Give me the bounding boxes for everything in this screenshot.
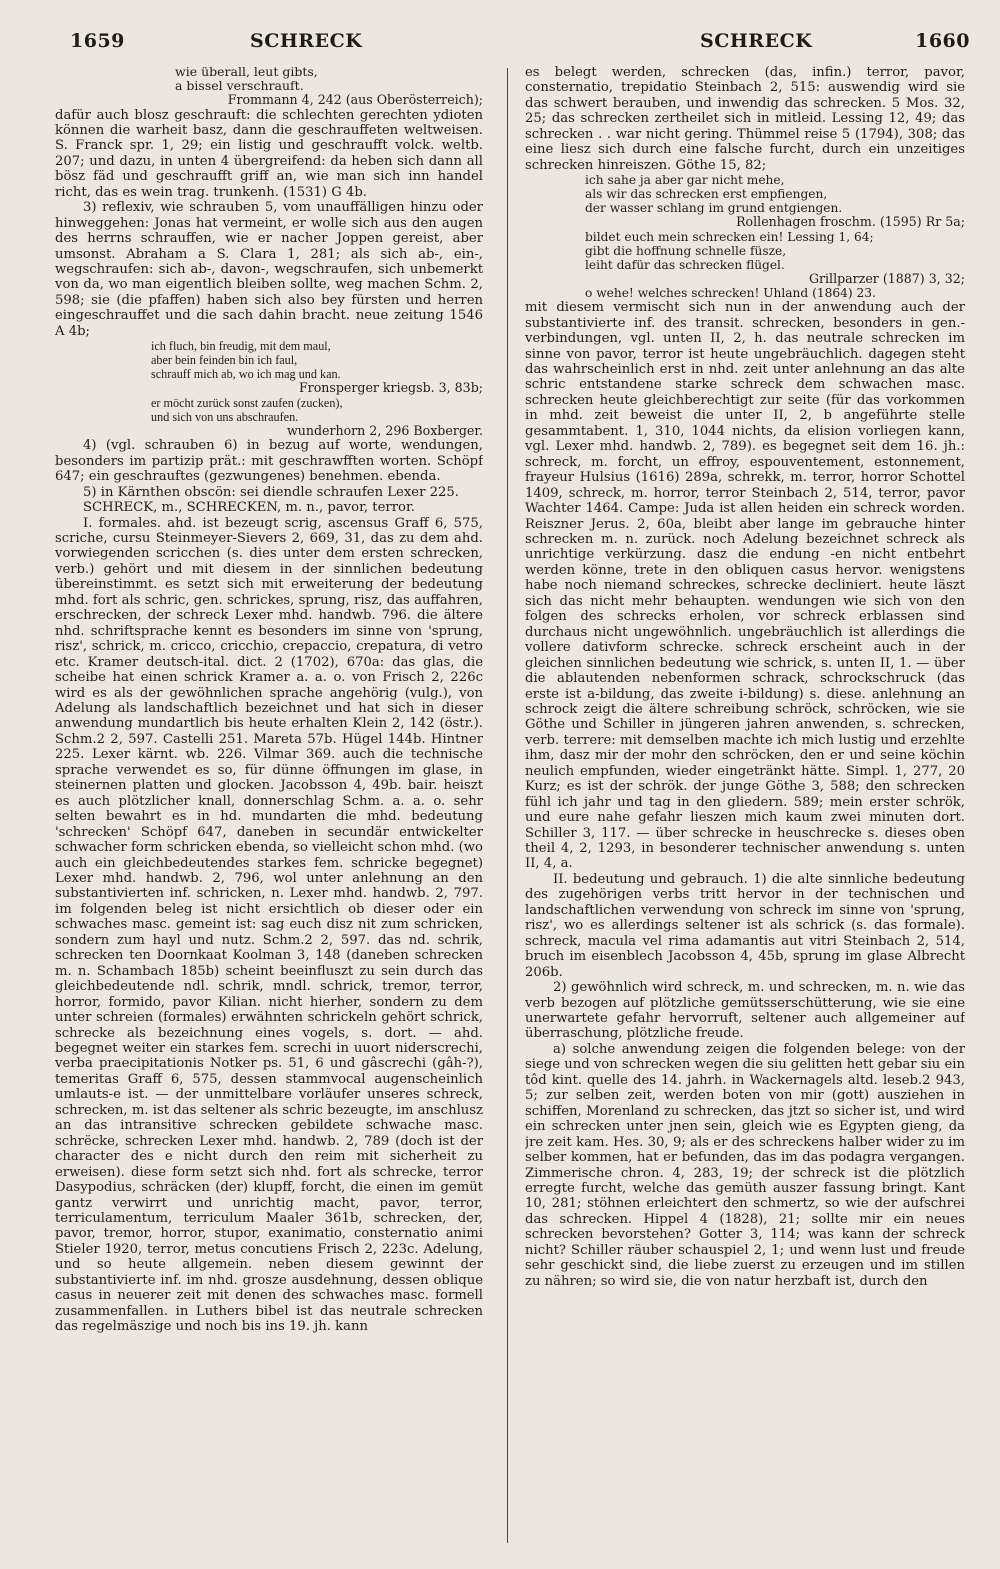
verse-quote-line: gibt die hoffnung schnelle füsze, bbox=[585, 243, 787, 258]
column-divider bbox=[507, 68, 508, 1543]
left-column bbox=[55, 65, 483, 1555]
right-page-number: 1660 bbox=[915, 30, 970, 52]
paragraph: a) solche anwendung zeigen die folgenden belege: von der siege und von schrecken wegen die siu gelitten hett gebar siu ein tôd kint. quelle des 14. jahrh. in Wackernagels altd. leseb.2 943, 5; zur selben zeit, werden boten von mir (gott) ausziehen in schiffen, Morenland zu schrecken, das jtzt so sicher ist, und wird ein schrecken unter jnen sein, gleich wie es Egypten gieng, da jre zeit kam. Hes. 30, 9; als er des schreckens halber wider zu im selber kommen, hat er befunden, das im das podagra vergangen. Zimmerische chron. 4, 283, 19; der schreck ist die plötzlich erregte furcht, welche das gemüth auszer fassung bringt. Kant 10, 281; stöhnen erleichtert den schmertz, so wie der aufschrei das schrecken. Hippel 4 (1828), 21; sollte mir ein neues schrecken bevorstehen? Gotter 3, 114; was kann der schreck nicht? Schiller räuber schauspiel 2, 1; und wenn lust und freude sehr geschickt sind, die liebe zuerst zu erzeugen und im stillen zu nähren; so wird sie, die von natur herzbaft ist, durch den bbox=[525, 1041, 965, 1289]
paragraph: 5) in Kärnthen obscön: sei diendle schraufen Lexer 225. bbox=[83, 484, 459, 500]
verse-quote-line: o wehe! welches schrecken! Uhland (1864) 23. bbox=[585, 286, 876, 301]
verse-quote-line: leiht dafür das schrecken flügel. bbox=[585, 257, 785, 272]
paragraph: mit diesem vermischt sich nun in der anwendung auch der substantivierte inf. des transit. schrecken, besonders in gen.-verbindungen, vgl. unten II, 2, h. das neutrale schrecken im sinne von pavor, terror ist heute ungebräuchlich. dagegen steht das wahrscheinlich erst in nhd. zeit unter anlehnung an das alte schric entstandene starke schreck dem schwachen masc. schrecken heute gleichberechtigt zur seite (für das vorkommen in mhd. zeit beweist die unter II, 2, b angeführte stelle gesammtabent. 1, 310, 1044 nichts, da elision vorliegen kann, vgl. Lexer mhd. handwb. 2, 789). es begegnet seit dem 16. jh.: schreck, m. forcht, un effroy, espouventement, estonnement, frayeur Hulsius (1616) 289a, schrekk, m. terror, horror Schottel 1409, schreck, m. horror, terror Steinbach 2, 514, terror, pavor Wachter 1464. Campe: Juda ist allen heiden ein schreck worden. Reiszner Jerus. 2, 60a, bleibt aber lange im gebrauche hinter schrecken m. n. zurück. noch Adelung bezeichnet schreck als unrichtige verkürzung. dasz die endung -en nicht entbehrt werden könne, trete in den obliquen casus hervor. wenigstens habe noch niemand schreckes, schrecke decliniert. heute läszt sich das nicht mehr behaupten. wendungen wie sich von den folgen des schrecks erholen, vor schreck erblassen sind durchaus nicht ungewöhnlich. ungebräuchlich ist allerdings die vollere dativform schrecke. schreck erscheint auch in der gleichen sinnlichen bedeutung wie schrick, s. unten II, 1. — über die ablautenden nebenformen schrack, schrockschruck (das erste ist a-bildung, das zweite i-bildung) s. diese. anlehnung an schrock zeigt die ältere schreibung schröck, schröcken, wie sie Göthe und Schiller in jüngeren jahren anwenden, s. schrecken, verb. terrere: mit demselben machte ich mich lustig und erzehlte ihm, dasz mir der mohr den schröcken, den er und seine köchin neulich empfunden, wieder eingetränkt hätte. Simpl. 1, 277, 20 Kurz; es ist der schrök. der junge Göthe 3, 588; den schrecken fühl ich jahr und tag in den gliedern. 589; mein erster schrök, und eure nahe gefahr lieszen mich kaum zwei minuten dort. Schiller 3, 117. — über schrecke in heuschrecke s. dieses oben theil 4, 2, 1293, in besonderer technischer anwendung s. unten II, 4, a. bbox=[525, 300, 965, 872]
left-running-headword: SCHRECK bbox=[250, 30, 363, 52]
page-header bbox=[0, 30, 1000, 58]
paragraph: dafür auch blosz geschrauft: die schlechten gerechten ydioten können die warheit basz, dann die geschrauffeten weltweisen. S. Franck spr. 1, 29; ein listig und geschraufft volck. weltb. 207; und dazu, in unten 4 übergreifend: da heben sich dann all bösz fäd und geschraufft griff an, wie man sich inn handel richt, das es wein trag. trunkenh. (1531) G 4b. bbox=[55, 107, 483, 200]
paragraph: II. bedeutung und gebrauch. 1) die alte sinnliche bedeutung des zugehörigen verbs tritt hervor in der technischen und landschaftlichen verwendung von schreck im sinne von 'sprung, risz', wo es allerdings seltener ist als schrick (s. das formale). schreck, macula vel rima adamantis aut vitri Steinbach 2, 514, bruch im eisenblech Jacobsson 4, 45b, sprung im glase Albrecht 206b. bbox=[525, 871, 965, 980]
verse-quote-line: und sich von uns abschraufen. bbox=[151, 409, 299, 424]
citation-source: Fronsperger kriegsb. 3, 83b; bbox=[298, 380, 483, 396]
paragraph: SCHRECK, m., SCHRECKEN, m. n., pavor, terror. bbox=[83, 500, 416, 516]
right-running-headword: SCHRECK bbox=[700, 30, 813, 52]
paragraph: es belegt werden, schrecken (das, infin.) terror, pavor, consternatio, trepidatio Steinbach 2, 515: auswendig wird sie das schwert berauben, und inwendig das schrecken. 5 Mos. 32, 25; das schrecken zertheilet sich in mitleid. Lessing 12, 49; das schrecken . . war nicht gering. Thümmel reise 5 (1794), 308; das eine liesz sich durch eine falsche furcht, durch ein unzeitiges schrecken hinreiszen. Göthe 15, 82; bbox=[525, 65, 965, 173]
verse-quote-line: wie überall, leut gibts, bbox=[175, 65, 318, 79]
citation-source: Rollenhagen froschm. (1595) Rr 5a; bbox=[736, 214, 965, 230]
right-column bbox=[525, 65, 965, 1555]
verse-quote-line: ich fluch, bin freudig, mit dem maul, bbox=[151, 339, 331, 354]
verse-quote-line: der wasser schlang im grund entgiengen. bbox=[585, 201, 843, 216]
paragraph: 2) gewöhnlich wird schreck, m. und schrecken, m. n. wie das verb bezogen auf plötzliche gemütsserschütterung, wie sie eine unerwartete gefahr hervorruft, seltener auch allgemeiner auf überraschung, plötzliche freude. bbox=[525, 980, 965, 1042]
verse-quote-line: als wir das schrecken erst empfiengen, bbox=[585, 187, 828, 202]
verse-quote-line: ich sahe ja aber gar nicht mehe, bbox=[585, 173, 785, 188]
paragraph: 4) (vgl. schrauben 6) in bezug auf worte, wendungen, besonders im partizip prät.: mit geschrawfften worten. Schöpf 647; ein geschrauftes (gezwungenes) benehmen. ebenda. bbox=[55, 438, 483, 485]
paragraph: 3) reflexiv, wie schrauben 5, vom unauffälligen hinzu oder hinweggehen: Jonas hat vermeint, er wolle sich aus den augen des herrns schrauffen, wie er nacher Joppen gereist, aber umsonst. Abraham a S. Clara 1, 281; als sich ab-, ein-, wegschraufen: sich ab-, davon-, wegschraufen, sich unbemerkt von da, wo man eigentlich bleiben sollte, weg machen Schm. 2, 598; sie (die pfaffen) haben sich also bey fürsten und herren eingeschrauffet und die sach dahin bracht. neue zeitung 1546 A 4b; bbox=[55, 200, 483, 339]
left-page-number: 1659 bbox=[70, 30, 125, 52]
citation-source: wunderhorn 2, 296 Boxberger. bbox=[286, 422, 483, 438]
verse-quote-line: bildet euch mein schrecken ein! Lessing 1, 64; bbox=[585, 229, 874, 244]
citation-source: Grillparzer (1887) 3, 32; bbox=[808, 270, 965, 286]
verse-quote-line: schrauff mich ab, wo ich mag und kan. bbox=[151, 367, 341, 382]
verse-quote-line: aber bein feinden bin ich faul, bbox=[151, 353, 298, 368]
verse-quote-line: er möcht zurück sonst zaufen (zucken), bbox=[151, 395, 343, 410]
citation-source: Frommann 4, 242 (aus Oberösterreich); bbox=[227, 92, 483, 107]
paragraph: I. formales. ahd. ist bezeugt scrig, ascensus Graff 6, 575, scriche, cursu Steinmeyer-Sievers 2, 669, 31, das zu dem ahd. vorwiegenden scricchen (s. dies unter dem ersten schrecken, verb.) gehört und mit diesem in der sinnlichen bedeutung übereinstimmt. es setzt sich mit erweiterung der bedeutung mhd. fort als schric, gen. schrickes, sprung, risz, das auffahren, erschrecken, der schreck Lexer mhd. handwb. 796. die ältere nhd. schriftsprache kennt es besonders im sinne von 'sprung, risz', schrick, m. cricco, cricchio, crepaccio, crepatura, di vetro etc. Kramer deutsch-ital. dict. 2 (1702), 670a: das glas, die scheibe hat einen schrick Kramer a. a. o. von Frisch 2, 226c wird es als der gewöhnlichen sprache angehörig (vulg.), von Adelung als landschaftlich bezeichnet und hat sich in dieser anwendung mundartlich bis heute erhalten Klein 2, 142 (östr.). Schm.2 2, 597. Castelli 251. Mareta 57b. Hügel 144b. Hintner 225. Lexer kärnt. wb. 226. Vilmar 369. auch die technische sprache verwendet es so, für dünne öffnungen im glase, in steinernen platten und glocken. Jacobsson 4, 49b. bair. heiszt es auch plötzlicher knall, donnerschlag Schm. a. a. o. sehr selten bewahrt es in hd. mundarten die mhd. bedeutung 'schrecken' Schöpf 647, daneben in secundär entwickelter schwacher form schricken ebenda, so vielleicht schon mhd. (wo auch ein gleichbedeutendes starkes fem. schricke begegnet) Lexer mhd. handwb. 2, 796, wol unter anlehnung an den substantivierten inf. schricken, n. Lexer mhd. handwb. 2, 797. im folgenden beleg ist nicht ersichtlich ob dieser oder ein schwaches masc. gemeint ist: sag euch disz nit zum schricken, sondern zum hayl und nutz. Schm.2 2, 597. das nd. schrik, schrecken ten Doornkaat Koolman 3, 148 (daneben schrecken m. n. Schambach 185b) scheint beeinfluszt zu sein durch das gleichbedeutende ndl. schrik, mndl. schrick, tremor, terror, horror, formido, pavor Kilian. nicht hierher, sondern zu dem unter schreien (formales) erwähnten schrickeln gehört schrick, schrecke als bezeichnung eines vogels, s. dort. — ahd. begegnet weiter ein starkes fem. screchi in uuort niderscrechi, verba praecipitationis Notker ps. 51, 6 und gâscrechi (gâh-?), temeritas Graff 6, 575, dessen stammvocal augenscheinlich umlauts-e ist. — der unmittelbare vorläufer unseres schreck, schrecken, m. ist das seltener als schric bezeugte, im anschlusz an das intransitive schrecken gebildete schwache masc. schrëcke, schrecken Lexer mhd. handwb. 2, 789 (doch ist der character des e nicht durch den reim mit sicherheit zu erweisen). diese form setzt sich nhd. fort als schrecke, terror Dasypodius, schräcken (der) klupff, forcht, die einen im gemüt gantz verwirrt und unrichtig macht, pavor, terror, terriculamentum, terriculum Maaler 361b, schrecken, der, pavor, tremor, horror, stupor, exanimatio, consternatio animi Stieler 1920, terror, metus concutiens Frisch 2, 223c. Adelung, und so heute allgemein. neben diesem gewinnt der substantivierte inf. im nhd. grosze ausdehnung, dessen oblique casus in neuerer zeit mit denen des schwaches masc. formell zusammenfallen. in Luthers bibel ist das neutrale schrecken das regelmäszige und noch bis ins 19. jh. kann bbox=[55, 515, 483, 1335]
verse-quote-line: a bissel verschrauft. bbox=[175, 78, 304, 93]
